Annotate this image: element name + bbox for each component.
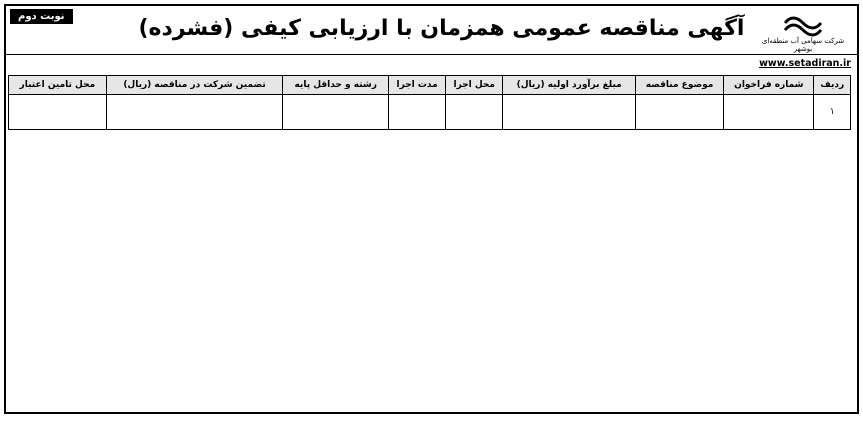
conditions-list [6, 139, 857, 143]
table-header-cell: محل تامین اعتبار [9, 76, 107, 95]
table-cell [9, 95, 107, 130]
table-header-cell: شماره فراخوان [724, 76, 814, 95]
table-cell [503, 95, 636, 130]
table-cell [635, 95, 723, 130]
table-header-cell: موضوع مناقصه [635, 76, 723, 95]
table-header-cell: محل اجرا [446, 76, 503, 95]
table-header-cell: مبلغ برآورد اولیه (ریال) [503, 76, 636, 95]
table-cell [106, 95, 283, 130]
table-header-cell: رشته و حداقل پایه [283, 76, 389, 95]
header [6, 6, 857, 55]
table-cell [283, 95, 389, 130]
intro-text [6, 55, 857, 72]
table-cell [724, 95, 814, 130]
tender-notice [4, 4, 859, 414]
company-logo [755, 9, 851, 51]
table-row [9, 95, 851, 130]
round-badge: نوبت دوم [10, 9, 73, 24]
table-header-row [9, 76, 851, 95]
table-cell [389, 95, 446, 130]
table-cell [446, 95, 503, 130]
water-logo-icon [781, 9, 825, 37]
table-header-cell: مدت اجرا [389, 76, 446, 95]
table-cell: ۱ [814, 95, 851, 130]
table-header-cell: ردیف [814, 76, 851, 95]
table-body [9, 95, 851, 130]
company-name: شرکت سهامی آب منطقه‌ای بوشهر [761, 37, 845, 53]
tender-table [8, 75, 851, 130]
notice-title: آگهی مناقصه عمومی همزمان با ارزیابی کیفی (فشرده) [138, 16, 745, 41]
table-header-cell: تضمین شرکت در مناقصه (ریال) [106, 76, 283, 95]
setadiran-link[interactable]: www.setadiran.ir [759, 58, 851, 69]
